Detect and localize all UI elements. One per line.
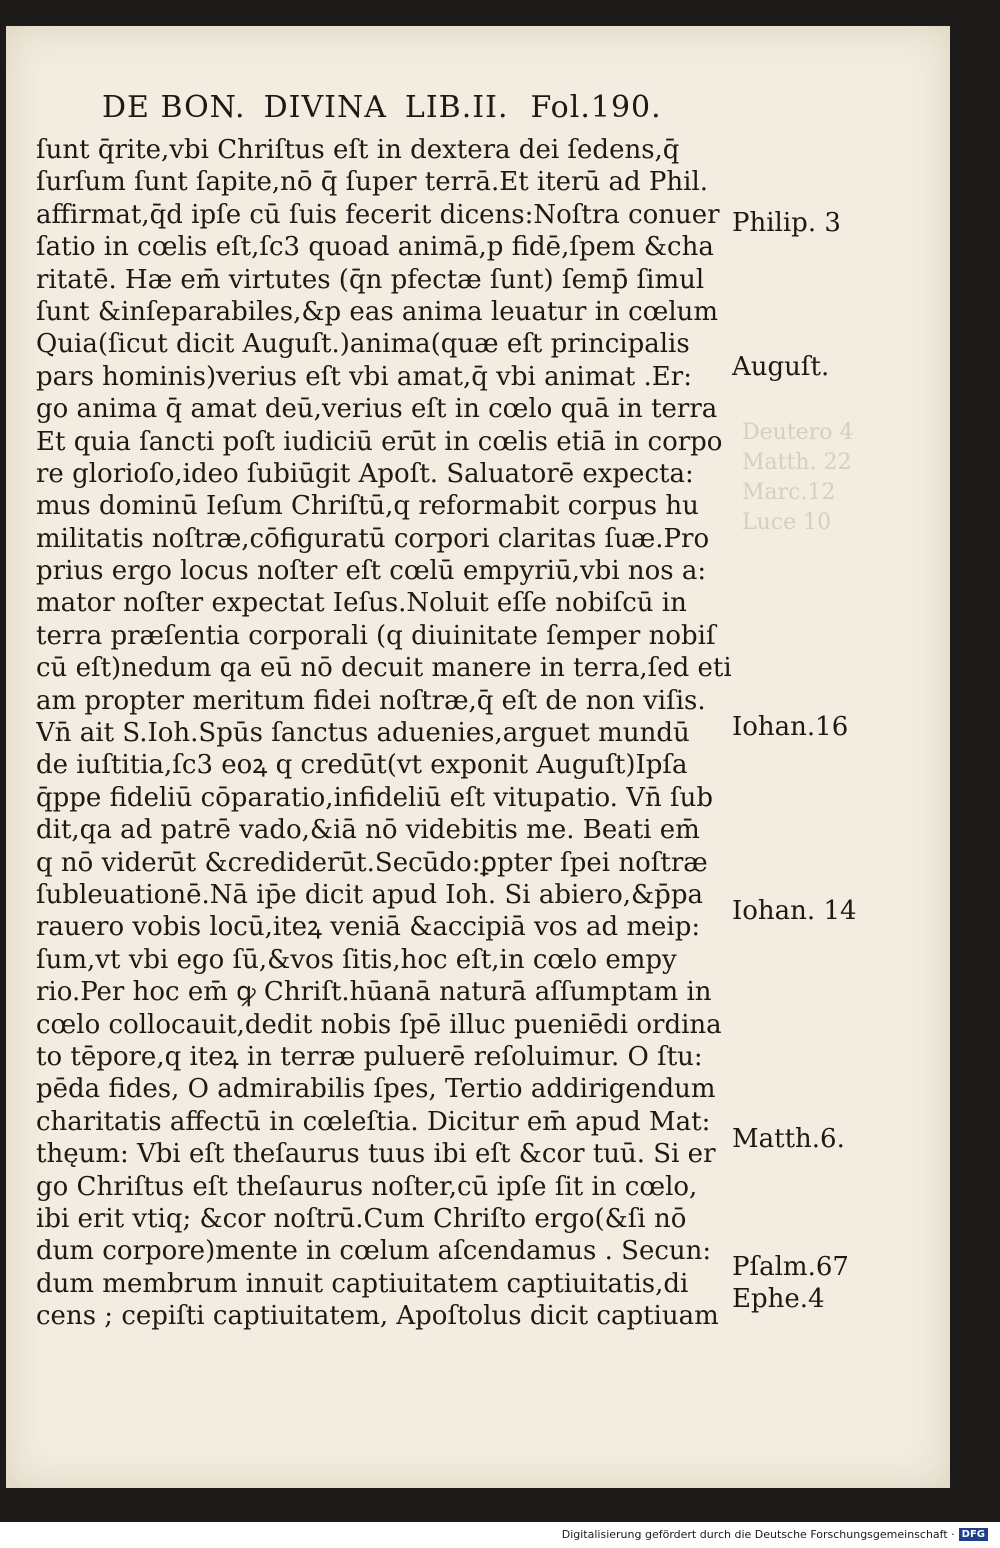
text-line: cens ; cepiſti captiuitatem, Apoſtolus dicit captiuam <box>36 1301 719 1332</box>
text-line: Vn̄ ait S.Ioh.Spūs ſanctus aduenies,arguet mundū <box>36 718 690 749</box>
text-line: dit,qa ad patrē vado,&iā nō videbitis me. Beati em̄ <box>36 815 700 846</box>
text-line: ſunt q̄rite,vbi Chriſtus eſt in dextera dei ſedens,q̄ <box>36 135 680 165</box>
text-line: to tēpore,q iteꝝ in terræ puluerē reſoluimur. O ſtu: <box>36 1041 703 1072</box>
show-through-line: Luce 10 <box>742 510 832 535</box>
text-line: am propter meritum fidei noſtræ,q̄ eſt de non viſis. <box>36 685 706 716</box>
credit-text: Digitalisierung gefördert durch die Deutsche Forschungsgemeinschaft · <box>561 1527 955 1541</box>
text-line: prius ergo locus noſter eſt cœlū empyriū,vbi nos a: <box>36 556 707 587</box>
text-line: terra præſentia corporali (q diuinitate ſemper nobiſ <box>36 620 716 651</box>
marginal-reference: Philip. 3 <box>732 208 841 238</box>
marginal-reference: Iohan. 14 <box>732 896 857 926</box>
text-line: thęum: Vbi eſt theſaurus tuus ibi eſt &cor tuū. Si er <box>36 1139 716 1170</box>
text-line: ſurſum ſunt ſapite,nō q̄ ſuper terrā.Et iterū ad Phil. <box>36 167 709 198</box>
text-line: ſunt &inſeparabiles,&p eas anima leuatur in cœlum <box>36 296 719 327</box>
header-book-number: LIB.II. <box>404 90 509 125</box>
running-header <box>102 90 752 130</box>
digitization-credit <box>558 1526 992 1542</box>
marginal-reference: Auguſt. <box>732 352 830 382</box>
text-line: rauero vobis locū,iteꝝ veniā &accipiā vos ad meip: <box>36 912 701 943</box>
text-line: dum membrum innuit captiuitatem captiuitatis,di <box>36 1268 689 1299</box>
book-page <box>6 26 950 1488</box>
text-line: dum corpore)mente in cœlum aſcendamus . Secun: <box>36 1236 712 1267</box>
marginal-reference: Iohan.16 <box>732 712 849 742</box>
text-line: ſum,vt vbi ego ſū,&vos ſitis,hoc eſt,in cœlo empy <box>36 944 677 975</box>
header-title-part2: DIVINA <box>263 90 387 125</box>
body-text <box>36 134 736 1332</box>
text-line: cœlo collocauit,dedit nobis ſpē illuc pueniēdi ordina <box>36 1009 722 1040</box>
text-line: pars hominis)verius eſt vbi amat,q̄ vbi animat .Er: <box>36 361 692 392</box>
text-line: ſubleuationē.Nā ip̄e dicit apud Ioh. Si abiero,&p̄pa <box>36 879 703 910</box>
text-line: ſatio in cœlis eſt,ſc3 quoad animā,p fidē,ſpem &cha <box>36 232 714 263</box>
text-line: pēda fides, O admirabilis ſpes, Tertio addirigendum <box>36 1074 716 1105</box>
marginal-reference: Ephe.4 <box>732 1284 825 1314</box>
show-through-line: Matth. 22 <box>742 450 852 475</box>
show-through-line: Marc.12 <box>742 480 836 505</box>
text-line: de iuſtitia,ſc3 eoꝝ q credūt(vt exponit Auguſt)Ipſa <box>36 750 688 781</box>
show-through-line: Deutero 4 <box>742 420 854 445</box>
text-line: q̄ppe fideliū cōparatio,infideliū eſt vitupatio. Vn̄ ſub <box>36 782 713 813</box>
text-line: militatis noſtræ,cōfiguratū corpori claritas ſuæ.Pro <box>36 523 710 554</box>
text-line: Quia(ſicut dicit Auguſt.)anima(quæ eſt principalis <box>36 329 690 360</box>
marginal-reference: Pſalm.67 <box>732 1252 849 1282</box>
show-through-text <box>742 418 892 538</box>
text-line: ibi erit vtiq; &cor noſtrū.Cum Chriſto ergo(&ſi nō <box>36 1203 687 1234</box>
text-line: go Chriſtus eſt theſaurus noſter,cū ipſe ſit in cœlo, <box>36 1171 698 1202</box>
text-line: charitatis affectū in cœleſtia. Dicitur em̄ apud Mat: <box>36 1106 711 1137</box>
header-folio: Fol.190. <box>530 90 662 125</box>
marginal-reference: Matth.6. <box>732 1124 845 1154</box>
dfg-logo: DFG <box>959 1528 988 1541</box>
text-line: mator noſter expectat Ieſus.Noluit eſſe nobiſcū in <box>36 588 687 619</box>
text-line: affirmat,q̄d ipſe cū ſuis fecerit dicens:Noſtra conuer <box>36 199 720 230</box>
text-line: q nō viderūt &crediderūt.Secūdo:ꝑpter ſpei noſtræ <box>36 847 708 878</box>
header-title-part1: DE BON. <box>102 90 246 125</box>
text-line: Et quia ſancti poſt iudiciū erūt in cœlis etiā in corpo <box>36 426 723 457</box>
text-line: ritatē. Hæ em̄ virtutes (q̄n pfectæ ſunt) ſemp̄ ſimul <box>36 264 705 295</box>
text-line: mus dominū Ieſum Chriſtū,q reformabit corpus hu <box>36 491 699 522</box>
text-line: rio.Per hoc em̄ ꝙ Chriſt.hūanā naturā aſſumptam in <box>36 977 712 1008</box>
text-line: re glorioſo,ideo ſubiūgit Apoſt. Saluatorē expecta: <box>36 458 694 489</box>
text-line: cū eſt)nedum qa eū nō decuit manere in terra,ſed eti <box>36 653 732 684</box>
text-line: go anima q̄ amat deū,verius eſt in cœlo quā in terra <box>36 394 718 425</box>
